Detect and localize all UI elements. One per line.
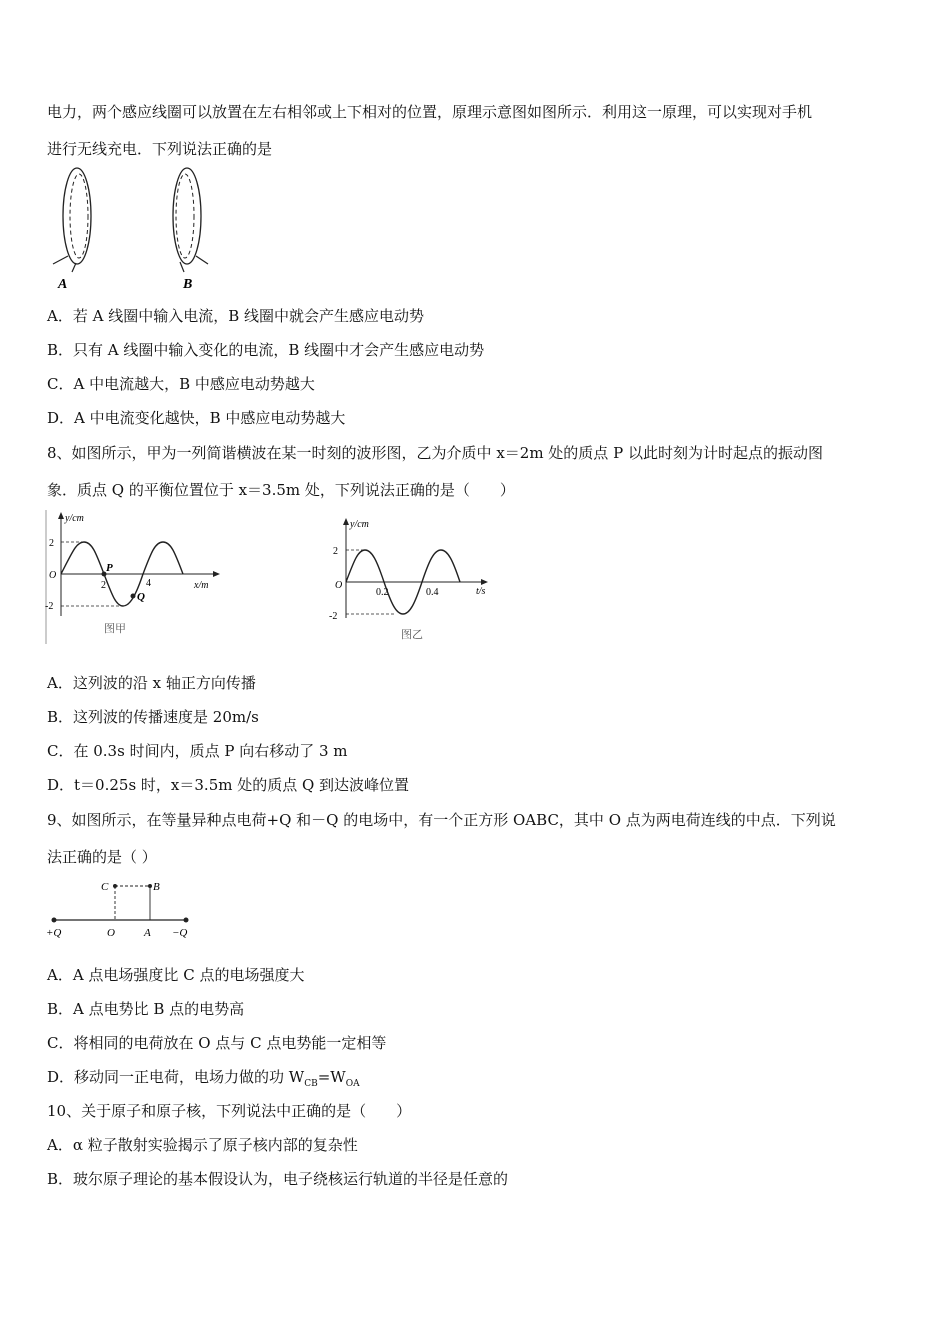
wave-graph-a [44,508,234,648]
graph-b-xtick-04: 0.4 [426,587,439,598]
graph-a-ytick-neg: -2 [45,601,54,612]
point-p-label: P [106,562,113,574]
q9-option-d-text: D．移动同一正电荷，电场力做的功 W [47,1068,305,1086]
graph-a-xlabel: x/m [194,580,209,591]
graph-b-origin: O [335,580,343,591]
graph-b-ylabel: y/cm [350,519,369,530]
q8-option-a[interactable]: A．这列波的沿 x 轴正方向传播 [47,674,256,692]
q9-option-a[interactable]: A．A 点电场强度比 C 点的电场强度大 [47,966,305,984]
q7-option-a[interactable]: A．若 A 线圈中输入电流，B 线圈中就会产生感应电动势 [47,307,424,325]
q10-option-a[interactable]: A．α 粒子散射实验揭示了原子核内部的复杂性 [47,1136,358,1154]
point-q-label: Q [137,591,145,603]
vibration-graph-b [326,514,496,648]
q9-option-d-sub-oa: OA [345,1079,360,1089]
graph-a-ylabel: y/cm [65,513,84,524]
q9-text-line-1: 9、如图所示，在等量异种点电荷+Q 和－Q 的电场中，有一个正方形 OABC，其中 O 点为两电荷连线的中点．下列说 [47,811,836,829]
coil-a-label: A [58,277,68,292]
q8-option-c[interactable]: C．在 0.3s 时间内，质点 P 向右移动了 3 m [47,742,348,760]
graph-a-origin: O [49,570,57,581]
q7-option-d[interactable]: D．A 中电流变化越快，B 中感应电动势越大 [47,409,346,427]
coil-b-label: B [183,277,193,292]
q9-option-d[interactable] [47,1067,360,1094]
q9-text-line-2: 法正确的是（ ） [47,848,157,866]
coils-figure [50,164,220,292]
q8-text-line-1: 8、如图所示，甲为一列简谐横波在某一时刻的波形图，乙为介质中 x＝2m 处的质点 P 以此时刻为计时起点的振动图 [47,444,823,462]
graph-a-caption: 图甲 [104,623,126,635]
coil-b [173,168,208,292]
q8-option-d[interactable]: D．t＝0.25s 时，x＝3.5m 处的质点 Q 到达波峰位置 [47,776,410,794]
q8-option-b[interactable]: B．这列波的传播速度是 20m/s [47,708,259,726]
charges-figure [44,874,204,940]
graph-b-caption: 图乙 [401,629,423,641]
point-q-marker [131,594,136,599]
charge-plus-label: +Q [46,927,62,939]
q7-text-line-1: 电力，两个感应线圈可以放置在左右相邻或上下相对的位置，原理示意图如图所示．利用这一原理，可以实现对手机 [47,103,813,121]
q7-option-c[interactable]: C．A 中电流越大，B 中感应电动势越大 [47,375,315,393]
point-c-label: C [101,881,109,893]
graph-a-xtick-4: 4 [146,578,151,589]
point-b-label: B [153,881,160,893]
q9-option-b[interactable]: B．A 点电势比 B 点的电势高 [47,1000,245,1018]
q9-option-c[interactable]: C．将相同的电荷放在 O 点与 C 点电势能一定相等 [47,1034,387,1052]
q9-option-d-sub-cb: CB [304,1079,318,1089]
graph-b-ytick-pos: 2 [333,546,338,557]
q10-option-b[interactable]: B．玻尔原子理论的基本假设认为，电子绕核运行轨道的半径是任意的 [47,1170,509,1188]
q7-option-b[interactable]: B．只有 A 线圈中输入变化的电流，B 线圈中才会产生感应电动势 [47,341,485,359]
point-o-label: O [107,927,115,939]
coil-a [53,168,91,292]
graph-a-xtick-2: 2 [101,580,106,591]
graph-b-xtick-02: 0.2 [376,587,389,598]
charge-minus-label: −Q [172,927,188,939]
q8-text-line-2: 象．质点 Q 的平衡位置位于 x＝3.5m 处，下列说法正确的是（ ） [47,481,515,499]
graph-a-ytick-pos: 2 [49,538,54,549]
graph-b-xlabel: t/s [476,586,486,597]
q7-text-line-2: 进行无线充电．下列说法正确的是 [47,140,273,158]
point-a-label: A [144,927,151,939]
graph-b-ytick-neg: -2 [329,611,338,622]
q9-option-d-eq: =W [317,1068,346,1086]
q10-text-line-1: 10、关于原子和原子核，下列说法中正确的是（ ） [47,1102,412,1120]
